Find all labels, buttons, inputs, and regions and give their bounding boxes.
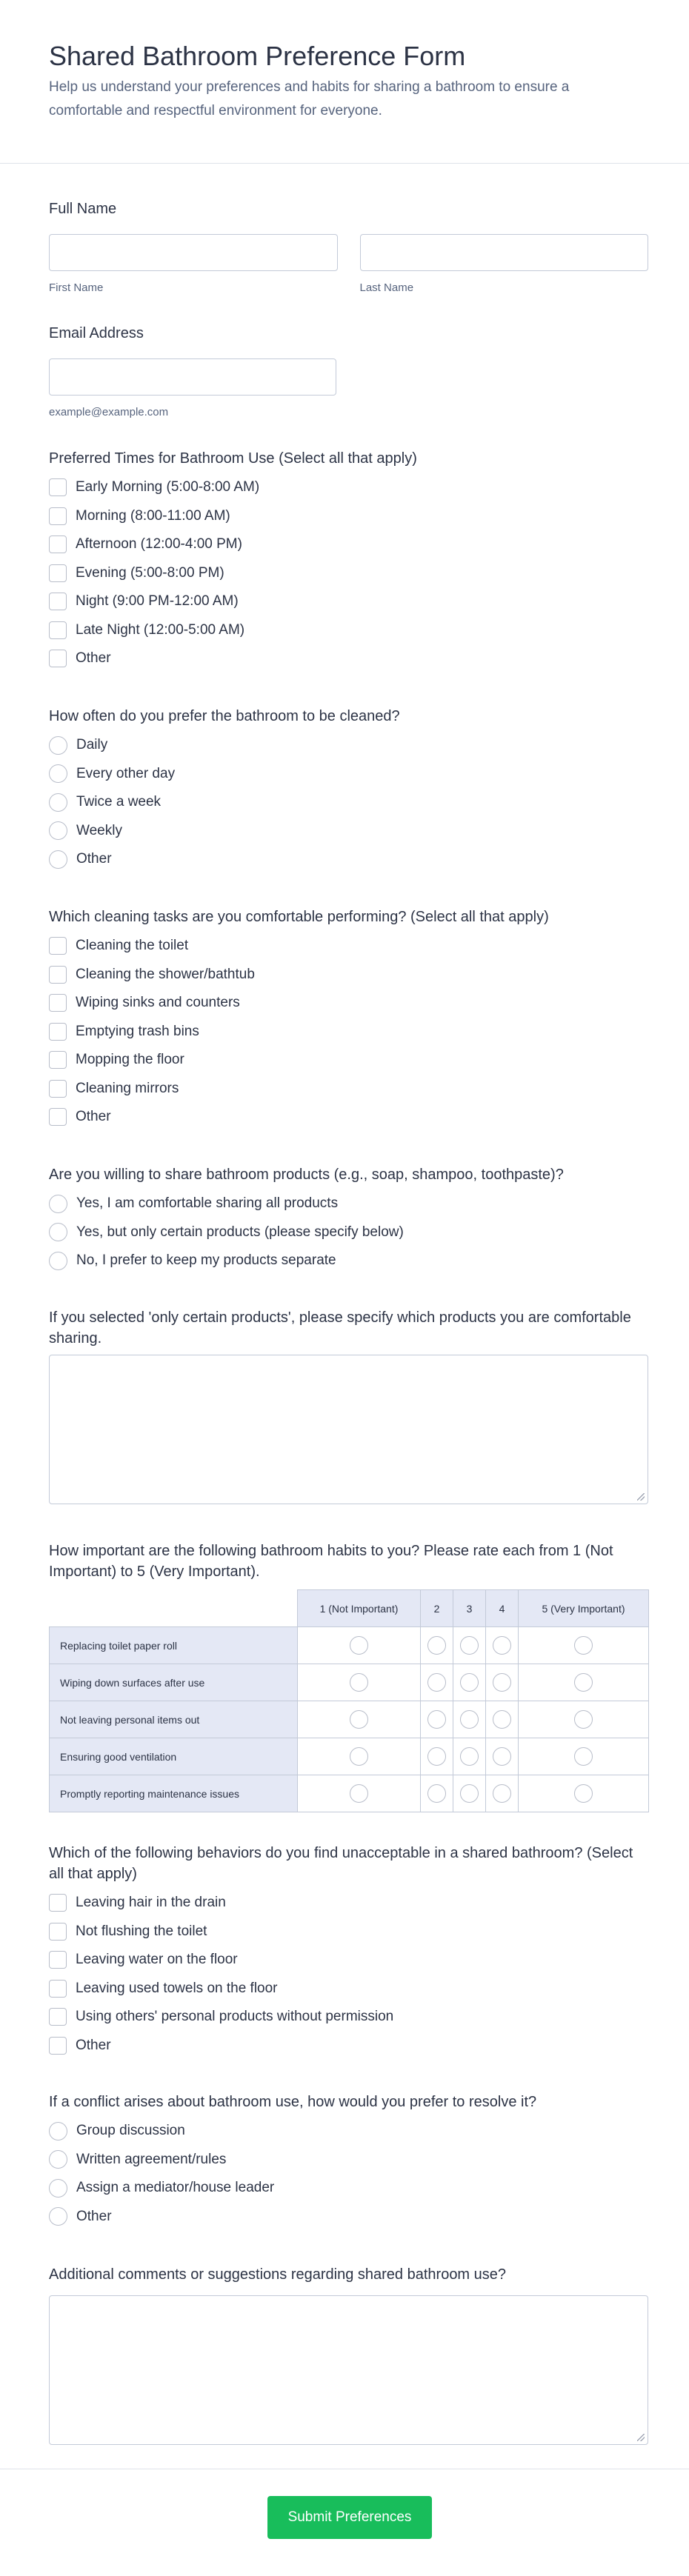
last-name-sublabel: Last Name <box>359 281 414 294</box>
matrix-radio-button[interactable] <box>493 1710 511 1729</box>
email-label: Email Address <box>49 325 144 341</box>
form-footer <box>0 2469 689 2576</box>
checkbox[interactable] <box>49 1894 67 1912</box>
matrix-row <box>50 1701 649 1738</box>
email-field <box>49 323 648 418</box>
cleaning-frequency-option[interactable] <box>49 760 648 789</box>
radio-button[interactable] <box>49 821 67 840</box>
cleaning-task-option[interactable] <box>49 932 648 961</box>
cleaning-task-option-label: Other <box>76 1109 111 1125</box>
matrix-radio-button[interactable] <box>493 1747 511 1766</box>
cleaning-task-option-label: Cleaning the toilet <box>76 938 189 954</box>
first-name-sublabel: First Name <box>49 281 104 294</box>
matrix-row <box>50 1775 649 1812</box>
cleaning-frequency-option-label: Weekly <box>76 822 122 838</box>
matrix-col-header: 3 <box>453 1590 486 1627</box>
preferred-time-option-label: Other <box>76 650 111 667</box>
cleaning-tasks-label: Which cleaning tasks are you comfortable performing? (Select all that apply) <box>49 909 549 925</box>
matrix-radio-button[interactable] <box>427 1710 446 1729</box>
matrix-radio-button[interactable] <box>460 1747 479 1766</box>
submit-button[interactable]: Submit Preferences <box>267 2496 432 2539</box>
cleaning-frequency-option[interactable] <box>49 788 648 817</box>
radio-button[interactable] <box>49 850 67 869</box>
share-products-option[interactable] <box>49 1247 648 1275</box>
cleaning-tasks-field <box>49 907 648 1132</box>
conflict-resolution-option[interactable] <box>49 2174 648 2203</box>
matrix-col-header: 1 (Not Important) <box>298 1590 421 1627</box>
matrix-radio-button[interactable] <box>350 1747 368 1766</box>
preferred-time-option[interactable] <box>49 502 648 531</box>
checkbox[interactable] <box>49 1980 67 1998</box>
matrix-cell <box>298 1738 421 1775</box>
specify-products-field <box>49 1307 648 1504</box>
matrix-radio-button[interactable] <box>350 1636 368 1655</box>
share-products-option[interactable] <box>49 1218 648 1247</box>
radio-button[interactable] <box>49 1252 67 1270</box>
matrix-row <box>50 1664 649 1701</box>
share-products-option[interactable] <box>49 1189 648 1218</box>
checkbox[interactable] <box>49 966 67 984</box>
matrix-cell <box>486 1738 519 1775</box>
matrix-cell <box>519 1627 649 1664</box>
matrix-radio-button[interactable] <box>460 1710 479 1729</box>
radio-button[interactable] <box>49 2179 67 2198</box>
checkbox[interactable] <box>49 937 67 955</box>
matrix-radio-button[interactable] <box>350 1710 368 1729</box>
preferred-times-options <box>49 473 648 673</box>
cleaning-task-option[interactable] <box>49 1103 648 1132</box>
matrix-radio-button[interactable] <box>350 1673 368 1692</box>
preferred-time-option-label: Afternoon (12:00-4:00 PM) <box>76 536 242 553</box>
matrix-radio-button[interactable] <box>574 1673 593 1692</box>
unacceptable-behavior-option[interactable] <box>49 2003 648 2032</box>
first-name-input[interactable] <box>49 234 338 271</box>
conflict-resolution-option[interactable] <box>49 2146 648 2175</box>
matrix-radio-button[interactable] <box>460 1673 479 1692</box>
radio-button[interactable] <box>49 1223 67 1241</box>
checkbox[interactable] <box>49 535 67 553</box>
matrix-radio-button[interactable] <box>493 1673 511 1692</box>
radio-button[interactable] <box>49 2150 67 2169</box>
resize-grip-icon[interactable] <box>637 2434 645 2441</box>
cleaning-task-option[interactable] <box>49 961 648 990</box>
matrix-radio-button[interactable] <box>427 1784 446 1803</box>
share-products-option-label: Yes, but only certain products (please specify below) <box>76 1224 404 1240</box>
matrix-radio-button[interactable] <box>493 1636 511 1655</box>
share-products-option-label: Yes, I am comfortable sharing all products <box>76 1195 339 1212</box>
matrix-col-header: 5 (Very Important) <box>519 1590 649 1627</box>
matrix-cell <box>453 1775 486 1812</box>
matrix-cell <box>453 1738 486 1775</box>
checkbox[interactable] <box>49 2008 67 2026</box>
cleaning-task-option[interactable] <box>49 989 648 1018</box>
email-sublabel: example@example.com <box>49 406 169 418</box>
share-products-field <box>49 1164 648 1275</box>
unacceptable-behavior-option[interactable] <box>49 1975 648 2003</box>
cleaning-task-option[interactable] <box>49 1046 648 1075</box>
matrix-cell <box>453 1627 486 1664</box>
unacceptable-behavior-option[interactable] <box>49 2032 648 2061</box>
unacceptable-behavior-option[interactable] <box>49 1946 648 1975</box>
conflict-resolution-option-label: Written agreement/rules <box>76 2151 227 2167</box>
unacceptable-behavior-option-label: Leaving used towels on the floor <box>76 1980 278 1996</box>
unacceptable-behaviors-options <box>49 1889 648 2060</box>
matrix-cell <box>421 1775 453 1812</box>
radio-button[interactable] <box>49 1195 67 1213</box>
matrix-row-label: Replacing toilet paper roll <box>50 1627 298 1664</box>
preferred-time-option[interactable] <box>49 616 648 645</box>
preferred-time-option[interactable] <box>49 587 648 616</box>
cleaning-task-option-label: Mopping the floor <box>76 1052 184 1068</box>
matrix-radio-button[interactable] <box>350 1784 368 1803</box>
checkbox[interactable] <box>49 1108 67 1126</box>
matrix-row <box>50 1627 649 1664</box>
share-products-options <box>49 1189 648 1275</box>
preferred-time-option-label: Morning (8:00-11:00 AM) <box>76 507 230 524</box>
matrix-cell <box>421 1701 453 1738</box>
matrix-radio-button[interactable] <box>460 1636 479 1655</box>
form-title: Shared Bathroom Preference Form <box>49 41 466 71</box>
conflict-resolution-options <box>49 2117 648 2231</box>
unacceptable-behavior-option[interactable] <box>49 1889 648 1918</box>
matrix-corner <box>50 1590 298 1627</box>
unacceptable-behavior-option-label: Leaving hair in the drain <box>76 1895 226 1911</box>
cleaning-task-option-label: Wiping sinks and counters <box>76 995 240 1011</box>
preferred-time-option-label: Late Night (12:00-5:00 AM) <box>76 621 245 638</box>
preferred-time-option[interactable] <box>49 644 648 673</box>
matrix-col-header: 4 <box>486 1590 519 1627</box>
matrix-cell <box>298 1627 421 1664</box>
checkbox[interactable] <box>49 1923 67 1941</box>
matrix-row-label: Promptly reporting maintenance issues <box>50 1775 298 1812</box>
matrix-cell <box>519 1775 649 1812</box>
matrix-cell <box>519 1738 649 1775</box>
checkbox[interactable] <box>49 564 67 582</box>
cleaning-tasks-options <box>49 932 648 1132</box>
matrix-radio-button[interactable] <box>460 1784 479 1803</box>
matrix-cell <box>486 1701 519 1738</box>
checkbox[interactable] <box>49 2037 67 2055</box>
preferred-times-label: Preferred Times for Bathroom Use (Select all that apply) <box>49 450 417 467</box>
conflict-resolution-label: If a conflict arises about bathroom use, how would you prefer to resolve it? <box>49 2094 537 2110</box>
matrix-row-label: Wiping down surfaces after use <box>50 1664 298 1701</box>
matrix-cell <box>298 1664 421 1701</box>
comments-textarea[interactable] <box>49 2295 648 2445</box>
preferred-time-option-label: Night (9:00 PM-12:00 AM) <box>76 593 239 610</box>
unacceptable-behaviors-label: Which of the following behaviors do you find unacceptable in a shared bathroom? (Select all that apply) <box>49 1845 633 1882</box>
conflict-resolution-option-label: Assign a mediator/house leader <box>76 2180 275 2196</box>
full-name-field <box>49 198 648 294</box>
matrix-row-label: Ensuring good ventilation <box>50 1738 298 1775</box>
checkbox[interactable] <box>49 650 67 667</box>
preferred-times-field <box>49 448 648 673</box>
matrix-row-label: Not leaving personal items out <box>50 1701 298 1738</box>
matrix-cell <box>421 1627 453 1664</box>
checkbox[interactable] <box>49 1080 67 1098</box>
radio-button[interactable] <box>49 736 67 755</box>
specify-products-label: If you selected 'only certain products', please specify which products you are comfortable sharing. <box>49 1309 631 1347</box>
form-description: Help us understand your preferences and habits for sharing a bathroom to ensure a comfortable and respectful environment for everyone. <box>49 79 570 119</box>
matrix-cell <box>421 1738 453 1775</box>
matrix-cell <box>298 1701 421 1738</box>
cleaning-frequency-field <box>49 706 648 874</box>
preferred-time-option[interactable] <box>49 530 648 559</box>
comments-field <box>49 2264 648 2445</box>
matrix-radio-button[interactable] <box>574 1710 593 1729</box>
email-input[interactable] <box>49 358 336 396</box>
conflict-resolution-field <box>49 2092 648 2231</box>
radio-button[interactable] <box>49 2122 67 2140</box>
matrix-cell <box>298 1775 421 1812</box>
preferred-time-option-label: Early Morning (5:00-8:00 AM) <box>76 479 260 495</box>
matrix-cell <box>486 1664 519 1701</box>
matrix-cell <box>421 1664 453 1701</box>
radio-button[interactable] <box>49 793 67 812</box>
cleaning-frequency-option[interactable] <box>49 817 648 846</box>
cleaning-frequency-label: How often do you prefer the bathroom to be cleaned? <box>49 708 400 724</box>
checkbox[interactable] <box>49 994 67 1012</box>
form-header <box>0 0 689 164</box>
habits-matrix <box>49 1589 649 1812</box>
cleaning-task-option-label: Emptying trash bins <box>76 1023 199 1039</box>
last-name-input[interactable] <box>360 234 649 271</box>
cleaning-frequency-options <box>49 731 648 874</box>
unacceptable-behavior-option-label: Other <box>76 2037 111 2053</box>
conflict-resolution-option-label: Group discussion <box>76 2123 185 2139</box>
full-name-label: Full Name <box>49 201 117 217</box>
radio-button[interactable] <box>49 764 67 783</box>
matrix-row <box>50 1738 649 1775</box>
share-products-label: Are you willing to share bathroom products (e.g., soap, shampoo, toothpaste)? <box>49 1167 564 1183</box>
unacceptable-behaviors-field <box>49 1843 648 2060</box>
matrix-radio-button[interactable] <box>574 1784 593 1803</box>
conflict-resolution-option[interactable] <box>49 2117 648 2146</box>
radio-button[interactable] <box>49 2207 67 2226</box>
cleaning-frequency-option-label: Other <box>76 851 112 867</box>
checkbox[interactable] <box>49 507 67 525</box>
matrix-cell <box>486 1627 519 1664</box>
matrix-radio-button[interactable] <box>574 1747 593 1766</box>
conflict-resolution-option-label: Other <box>76 2208 112 2224</box>
matrix-cell <box>486 1775 519 1812</box>
conflict-resolution-option[interactable] <box>49 2203 648 2232</box>
unacceptable-behavior-option-label: Using others' personal products without permission <box>76 2009 394 2025</box>
comments-label: Additional comments or suggestions regarding shared bathroom use? <box>49 2266 507 2283</box>
matrix-header-row <box>50 1590 649 1627</box>
unacceptable-behavior-option-label: Leaving water on the floor <box>76 1952 238 1968</box>
cleaning-task-option-label: Cleaning the shower/bathtub <box>76 966 255 982</box>
matrix-radio-button[interactable] <box>427 1636 446 1655</box>
cleaning-frequency-option-label: Every other day <box>76 765 176 781</box>
cleaning-task-option-label: Cleaning mirrors <box>76 1080 179 1096</box>
share-products-option-label: No, I prefer to keep my products separate <box>76 1252 336 1269</box>
checkbox[interactable] <box>49 593 67 610</box>
specify-products-textarea[interactable] <box>49 1355 648 1504</box>
matrix-col-header: 2 <box>421 1590 453 1627</box>
unacceptable-behavior-option-label: Not flushing the toilet <box>76 1923 207 1939</box>
checkbox[interactable] <box>49 1951 67 1969</box>
matrix-radio-button[interactable] <box>493 1784 511 1803</box>
matrix-radio-button[interactable] <box>427 1673 446 1692</box>
checkbox[interactable] <box>49 1023 67 1041</box>
cleaning-frequency-option-label: Twice a week <box>76 794 162 810</box>
cleaning-frequency-option[interactable] <box>49 845 648 874</box>
habits-matrix-field <box>49 1541 648 1812</box>
matrix-cell <box>519 1664 649 1701</box>
matrix-cell <box>519 1701 649 1738</box>
checkbox[interactable] <box>49 1051 67 1069</box>
cleaning-task-option[interactable] <box>49 1075 648 1104</box>
preferred-time-option[interactable] <box>49 473 648 502</box>
resize-grip-icon[interactable] <box>637 1493 645 1501</box>
matrix-cell <box>453 1701 486 1738</box>
cleaning-frequency-option[interactable] <box>49 731 648 760</box>
preferred-time-option[interactable] <box>49 559 648 588</box>
habits-matrix-label: How important are the following bathroom habits to you? Please rate each from 1 (Not Important) to 5 (Very Important). <box>49 1543 613 1580</box>
cleaning-task-option[interactable] <box>49 1018 648 1047</box>
unacceptable-behavior-option[interactable] <box>49 1918 648 1946</box>
checkbox[interactable] <box>49 478 67 496</box>
preferred-time-option-label: Evening (5:00-8:00 PM) <box>76 564 224 581</box>
matrix-cell <box>453 1664 486 1701</box>
checkbox[interactable] <box>49 621 67 639</box>
matrix-radio-button[interactable] <box>574 1636 593 1655</box>
cleaning-frequency-option-label: Daily <box>76 737 108 753</box>
matrix-radio-button[interactable] <box>427 1747 446 1766</box>
